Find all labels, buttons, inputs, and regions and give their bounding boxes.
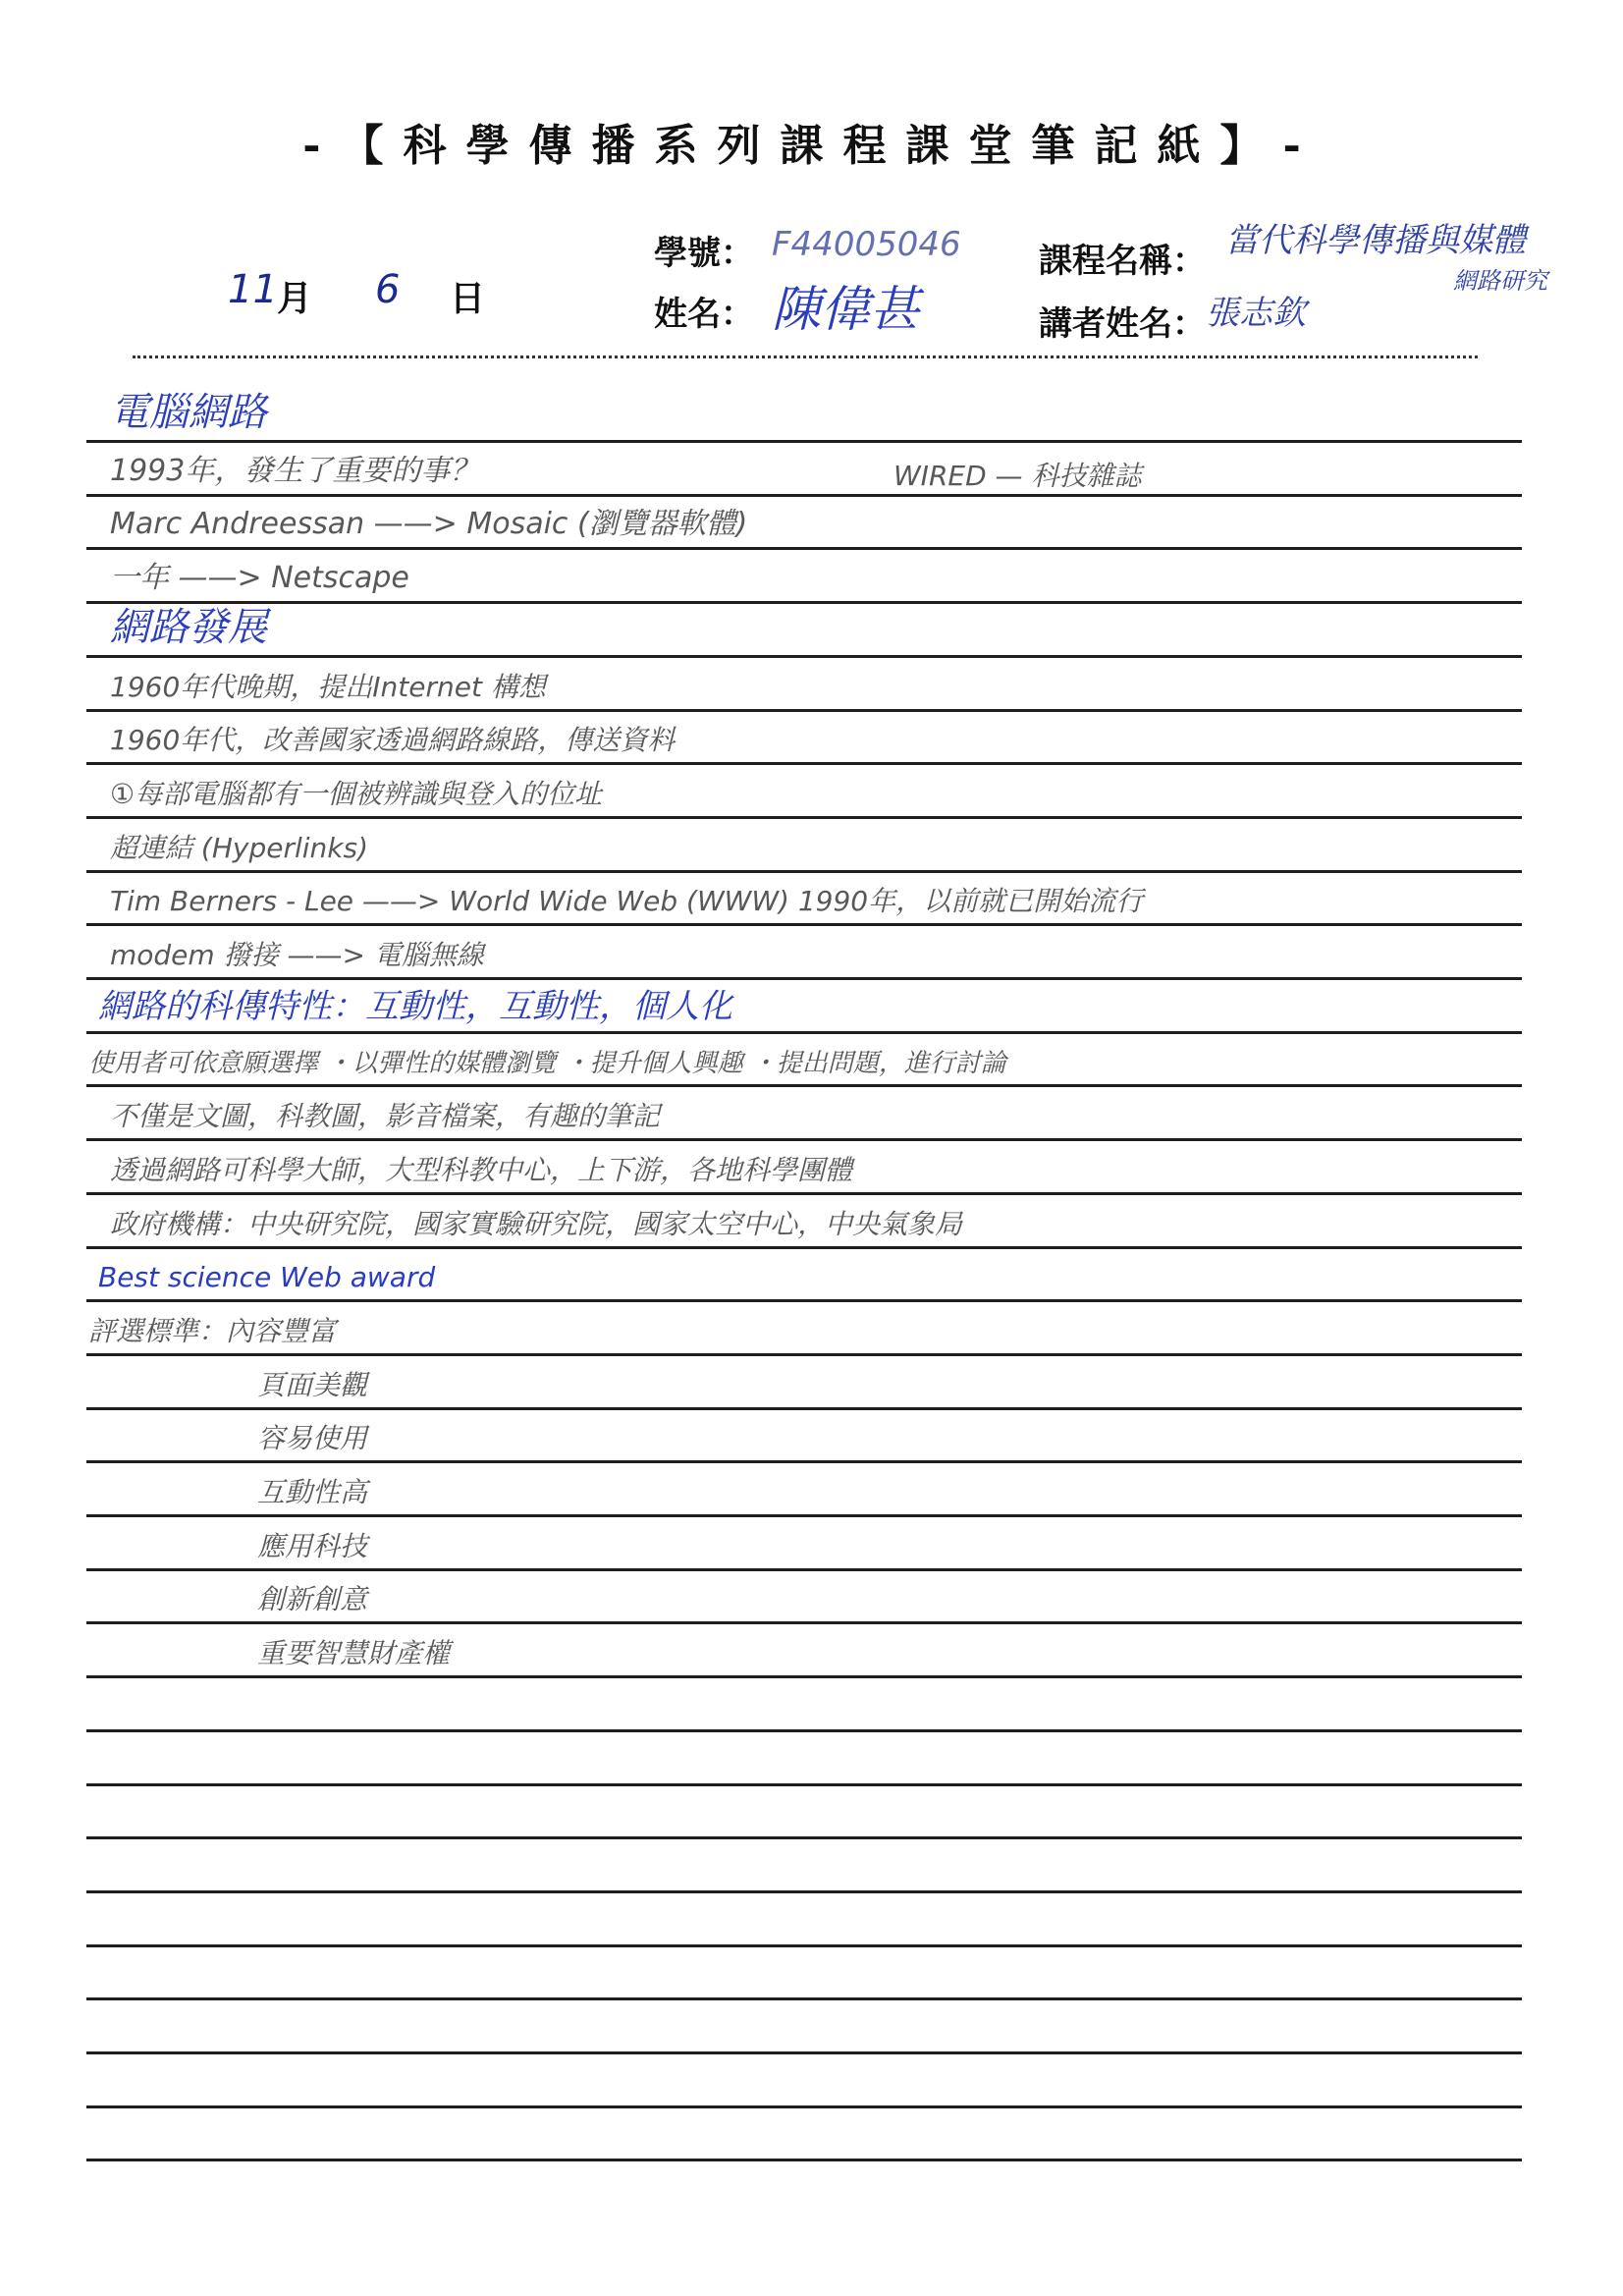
note-line: modem 撥接 ——> 電腦無線 xyxy=(110,939,484,971)
ruled-line xyxy=(86,601,1522,604)
ruled-line xyxy=(86,870,1522,873)
note-line: 網路的科傳特性：互動性，互動性，個人化 xyxy=(98,986,732,1026)
name-label: 姓名： xyxy=(654,295,754,334)
ruled-line xyxy=(86,1460,1522,1463)
note-line: 互動性高 xyxy=(257,1476,368,1508)
ruled-line xyxy=(86,494,1522,497)
note-line: 使用者可依意願選擇 ・以彈性的媒體瀏覽 ・提升個人興趣 ・提出問題，進行討論 xyxy=(88,1049,1006,1079)
ruled-line xyxy=(86,1192,1522,1195)
ruled-line xyxy=(86,547,1522,550)
date-day: 6 xyxy=(375,267,401,312)
speaker-value: 張志欽 xyxy=(1206,294,1306,333)
ruled-line xyxy=(86,816,1522,819)
ruled-line xyxy=(86,1783,1522,1786)
ruled-line xyxy=(86,1621,1522,1624)
course-name-line2: 網路研究 xyxy=(1453,267,1547,295)
ruled-line xyxy=(86,440,1522,443)
note-line: 1993年，發生了重要的事？ xyxy=(110,453,480,488)
note-line: 超連結 (Hyperlinks) xyxy=(110,831,368,864)
ruled-line xyxy=(86,1353,1522,1356)
ruled-line xyxy=(86,2051,1522,2054)
page-title: -【科學傳播系列課程課堂筆記紙】- xyxy=(302,121,1321,171)
note-line: 透過網路可科學大師，大型科教中心，上下游，各地科學團體 xyxy=(110,1153,853,1186)
note-line: 1960年代晚期，提出Internet 構想 xyxy=(110,670,546,703)
speaker-label: 講者姓名： xyxy=(1039,304,1206,344)
course-name-value: 當代科學傳播與媒體 xyxy=(1225,221,1526,260)
note-line: 頁面美觀 xyxy=(257,1368,368,1401)
note-line: 電腦網路 xyxy=(110,390,267,435)
ruled-line xyxy=(86,1514,1522,1517)
note-line: ①每部電腦都有一個被辨識與登入的位址 xyxy=(110,777,603,810)
header-divider xyxy=(133,355,1478,358)
course-label: 課程名稱： xyxy=(1039,242,1206,281)
note-line: 重要智慧財產權 xyxy=(257,1637,451,1670)
ruled-line xyxy=(86,709,1522,712)
ruled-line xyxy=(86,1031,1522,1034)
note-line: 1960年代，改善國家透過網路線路，傳送資料 xyxy=(110,724,676,757)
student-id-value: F44005046 xyxy=(772,225,961,264)
note-line: 應用科技 xyxy=(257,1529,368,1562)
date-month: 11 xyxy=(228,267,278,312)
note-line: 網路發展 xyxy=(110,604,267,650)
ruled-line xyxy=(86,923,1522,926)
note-line: Tim Berners - Lee ——> World Wide Web (WWW) 1990年，以前就已開始流行 xyxy=(110,885,1144,918)
ruled-line xyxy=(86,1084,1522,1087)
note-line: 不僅是文圖，科教圖，影音檔案，有趣的筆記 xyxy=(110,1100,661,1133)
note-line: 一年 ——> Netscape xyxy=(110,561,409,596)
ruled-line xyxy=(86,1836,1522,1839)
ruled-line xyxy=(86,977,1522,980)
ruled-line xyxy=(86,2159,1522,2161)
ruled-line xyxy=(86,1890,1522,1893)
ruled-line xyxy=(86,1944,1522,1947)
note-line: 政府機構：中央研究院，國家實驗研究院，國家太空中心，中央氣象局 xyxy=(110,1207,963,1240)
ruled-line xyxy=(86,1729,1522,1732)
ruled-line xyxy=(86,1997,1522,2000)
ruled-line xyxy=(86,1138,1522,1141)
ruled-line xyxy=(86,1568,1522,1571)
note-line: 評選標準：內容豐富 xyxy=(88,1314,337,1347)
note-line: 創新創意 xyxy=(257,1583,368,1616)
student-id-label: 學號： xyxy=(654,234,754,273)
ruled-line xyxy=(86,2105,1522,2108)
note-line: Best science Web award xyxy=(98,1261,436,1294)
day-label: 日 xyxy=(450,278,486,319)
note-side-text: WIRED — 科技雜誌 xyxy=(893,459,1142,492)
ruled-line xyxy=(86,1407,1522,1410)
name-value: 陳偉甚 xyxy=(772,281,919,338)
ruled-line xyxy=(86,1246,1522,1249)
note-line: Marc Andreessan ——> Mosaic (瀏覽器軟體) xyxy=(110,507,748,542)
ruled-line xyxy=(86,1675,1522,1678)
note-line: 容易使用 xyxy=(257,1422,368,1455)
month-label: 月 xyxy=(277,278,313,319)
ruled-line xyxy=(86,655,1522,658)
ruled-line xyxy=(86,762,1522,765)
ruled-line xyxy=(86,1299,1522,1302)
